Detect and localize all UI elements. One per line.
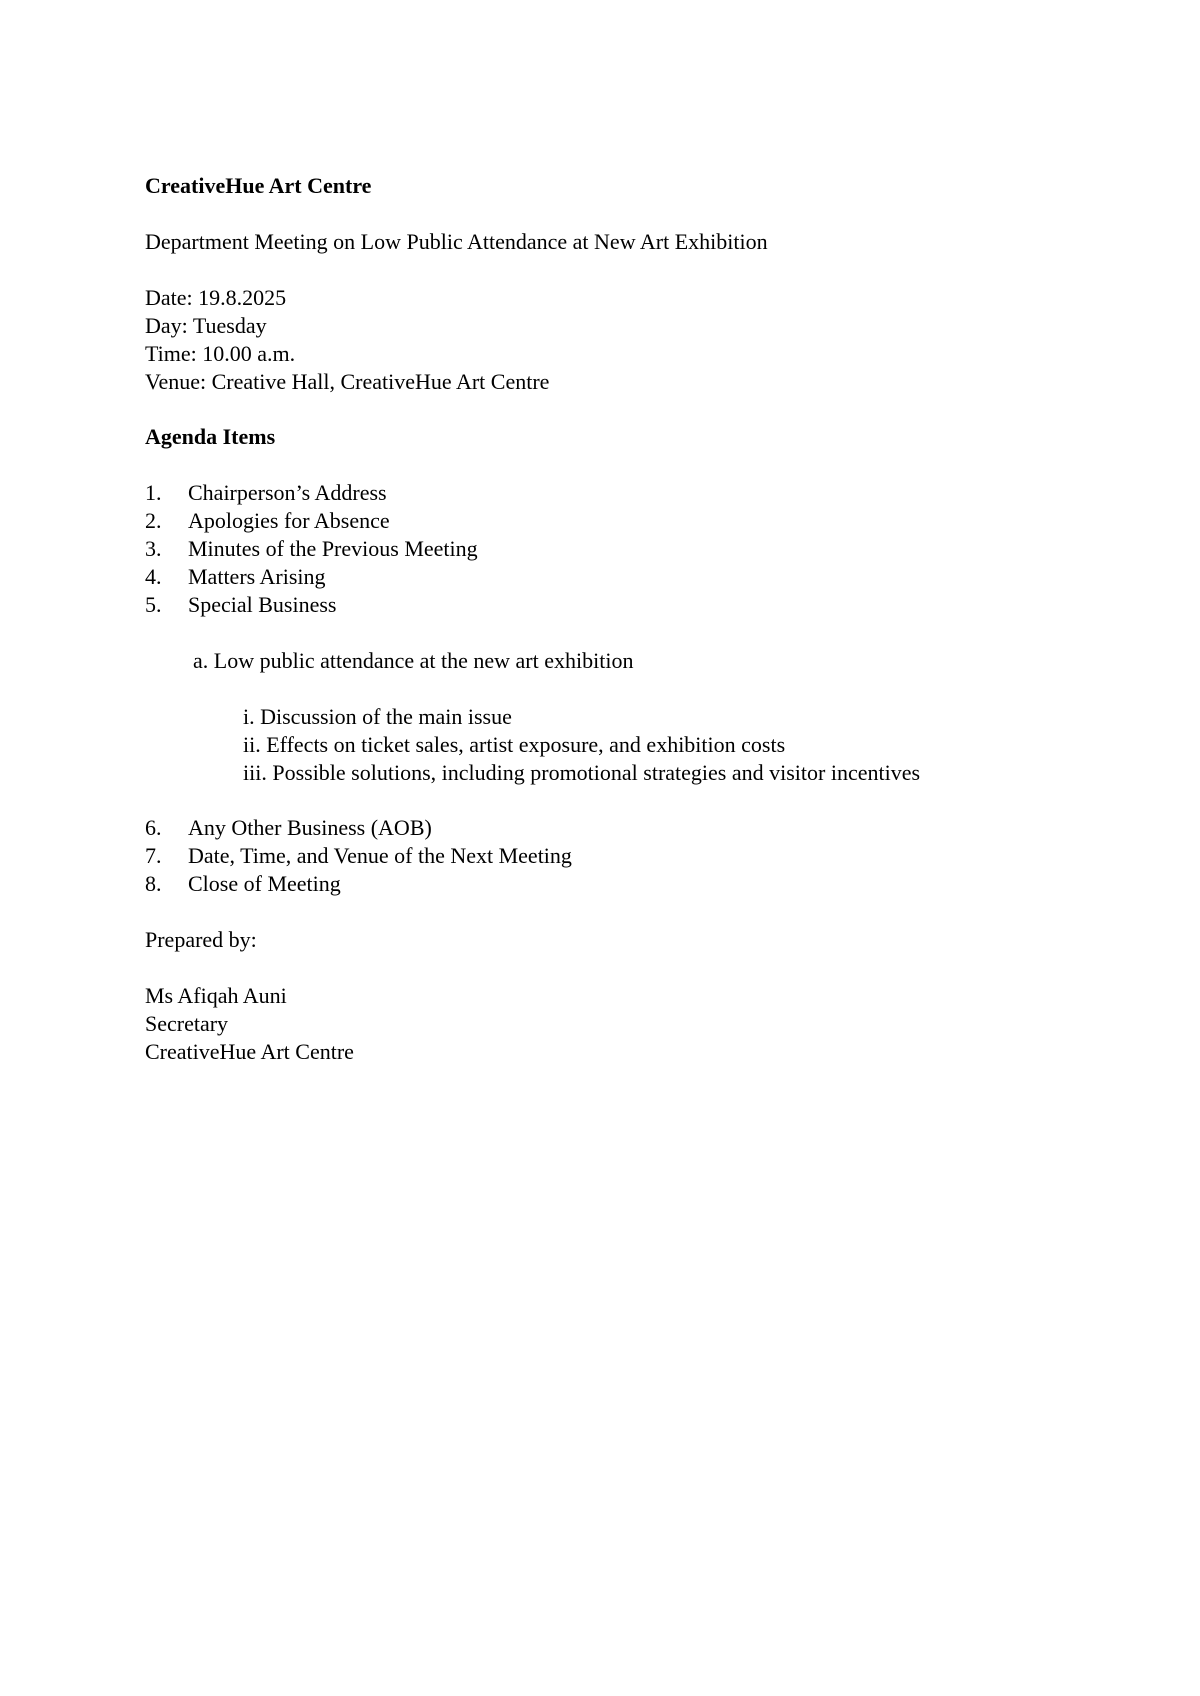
document-page (145, 172, 1145, 1066)
agenda-item-text: Date, Time, and Venue of the Next Meeting (188, 843, 572, 868)
agenda-item-number: 3. (145, 536, 162, 561)
agenda-item-number: 7. (145, 843, 162, 868)
organization-title: CreativeHue Art Centre (145, 173, 372, 198)
sub-item: iii. Possible solutions, including promotional strategies and visitor incentives (243, 760, 921, 785)
agenda-item (145, 591, 1145, 619)
agenda-heading: Agenda Items (145, 424, 276, 449)
meeting-date: Date: 19.8.2025 (145, 285, 287, 310)
signatory-position: Secretary (145, 1011, 229, 1036)
agenda-item-text: Close of Meeting (188, 871, 341, 896)
meeting-time: Time: 10.00 a.m. (145, 341, 296, 366)
agenda-item-text: Apologies for Absence (188, 508, 390, 533)
agenda-item-number: 4. (145, 564, 162, 589)
agenda-item (145, 870, 1145, 898)
agenda-item-number: 2. (145, 508, 162, 533)
agenda-item-number: 5. (145, 592, 162, 617)
agenda-item (145, 563, 1145, 591)
meeting-details (145, 284, 1145, 396)
sub-item: ii. Effects on ticket sales, artist exposure, and exhibition costs (243, 732, 786, 757)
prepared-by-label: Prepared by: (145, 927, 257, 952)
agenda-item-number: 1. (145, 480, 162, 505)
agenda-item-number: 8. (145, 871, 162, 896)
agenda-item-number: 6. (145, 815, 162, 840)
agenda-item (145, 842, 1145, 870)
agenda-item-text: Minutes of the Previous Meeting (188, 536, 478, 561)
agenda-item (145, 507, 1145, 535)
special-business-sub-a: a. Low public attendance at the new art exhibition (193, 648, 634, 673)
sub-item: i. Discussion of the main issue (243, 704, 512, 729)
agenda-item-text: Matters Arising (188, 564, 326, 589)
meeting-title: Department Meeting on Low Public Attendance at New Art Exhibition (145, 229, 768, 254)
signature-block (145, 982, 1145, 1066)
agenda-item-text: Any Other Business (AOB) (188, 815, 432, 840)
meeting-venue: Venue: Creative Hall, CreativeHue Art Centre (145, 369, 550, 394)
agenda-item-text: Special Business (188, 592, 337, 617)
agenda-item (145, 535, 1145, 563)
agenda-item (145, 814, 1145, 842)
agenda-list-part1 (145, 479, 1145, 619)
agenda-item (145, 479, 1145, 507)
agenda-item-text: Chairperson’s Address (188, 480, 387, 505)
signatory-organization: CreativeHue Art Centre (145, 1039, 354, 1064)
agenda-list-part2 (145, 814, 1145, 898)
special-business-sub-items (243, 703, 1145, 787)
meeting-day: Day: Tuesday (145, 313, 267, 338)
signatory-name: Ms Afiqah Auni (145, 983, 287, 1008)
